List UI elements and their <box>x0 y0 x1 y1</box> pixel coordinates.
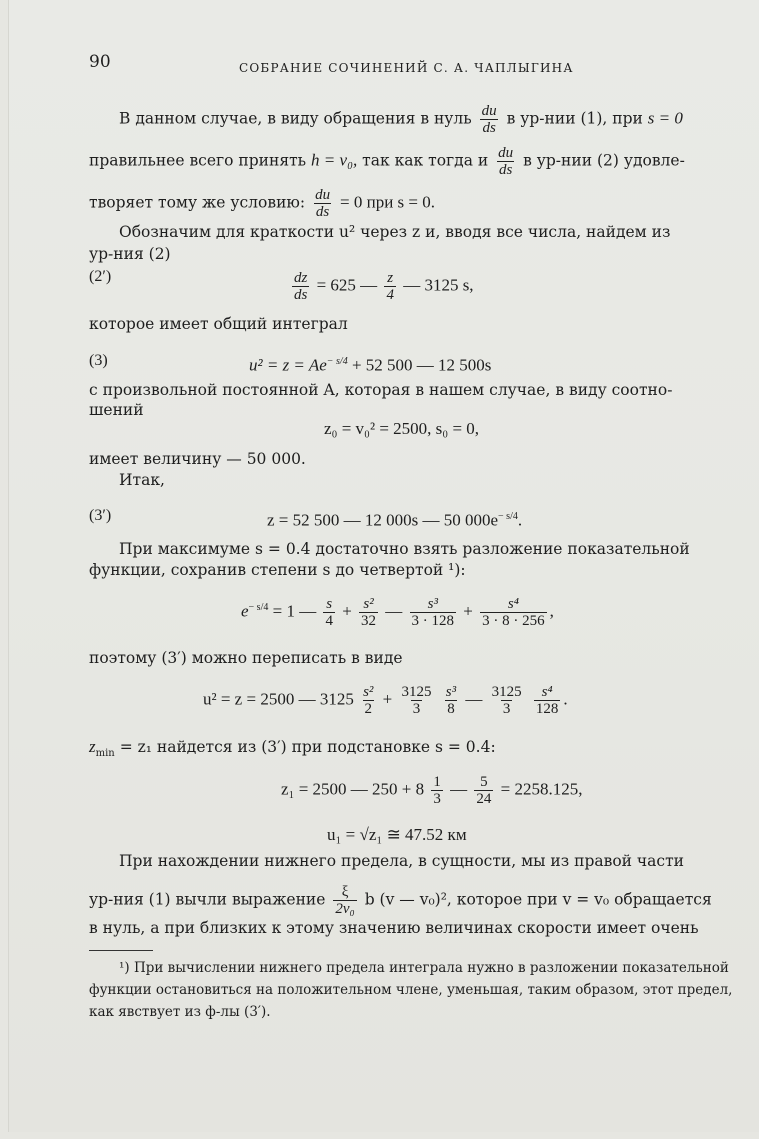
math: s = 0 <box>647 108 683 128</box>
running-title: СОБРАНИЕ СОЧИНЕНИЙ С. А. ЧАПЛЫГИНА <box>239 61 574 75</box>
math: — <box>465 689 483 709</box>
paragraph-9-line-2 <box>89 884 712 917</box>
denominator: 3 <box>502 701 511 717</box>
fraction-z-4 <box>384 270 396 303</box>
math: + 52 500 — 12 500s <box>351 355 492 375</box>
paragraph-9-line-1: При нахождении нижнего предела, в сущности, мы из правой части <box>119 852 685 870</box>
equation-initial-conditions: z₀ = v₀² = 2500, s₀ = 0, <box>324 419 480 438</box>
numerator: du <box>498 145 514 161</box>
denominator: 2 <box>364 701 372 717</box>
equation-tag-3: (3) <box>89 352 108 369</box>
numerator: 1 <box>433 774 441 790</box>
text: творяет тому же условию: <box>89 193 306 212</box>
exponent: − s/4 <box>248 601 269 613</box>
equation-3prime <box>267 507 522 531</box>
numerator: ξ <box>341 884 349 900</box>
footnote-line-1: ¹) При вычислении нижнего предела интеграла нужно в разложении показательной <box>119 960 729 976</box>
math: z = 52 500 — 12 000s — 50 000e <box>267 510 499 530</box>
exponent: − s/4 <box>326 356 348 367</box>
fraction <box>361 684 375 717</box>
paragraph-4-line-2: шений <box>89 401 144 419</box>
numerator: s³ <box>445 684 457 700</box>
fraction <box>474 774 493 807</box>
numerator: s² <box>363 596 374 612</box>
numerator: z <box>387 270 394 286</box>
math: e <box>241 601 249 621</box>
page-number: 90 <box>89 52 111 72</box>
paragraph-2-line-1: Обозначим для краткости u² через z и, вводя все числа, найдем из <box>119 223 671 241</box>
math: + <box>463 601 473 621</box>
math: — 3125 s, <box>403 275 474 295</box>
equation-tag-2prime: (2′) <box>89 268 112 285</box>
equation-2prime <box>289 270 474 303</box>
denominator: 3 · 128 <box>411 613 455 629</box>
denominator: 3 · 8 · 256 <box>482 613 545 629</box>
numerator: 3125 <box>491 684 522 700</box>
math: u² = z = Ae <box>249 355 327 375</box>
math: + <box>382 689 393 709</box>
numerator: s⁴ <box>507 596 519 612</box>
fraction <box>323 596 335 629</box>
math: = 625 — <box>316 275 378 295</box>
equation-tag-3prime: (3′) <box>89 507 112 524</box>
denominator: 4 <box>386 287 394 303</box>
numerator: s³ <box>427 596 438 612</box>
numerator: du <box>315 187 331 203</box>
text: в ур-нии (2) удовле- <box>523 151 685 170</box>
fraction-dz-ds <box>292 270 309 303</box>
footnote-line-2: функции остановиться на положительном члене, уменьшая, таким образом, этот предел, <box>89 982 733 998</box>
paragraph-3: которое имеет общий интеграл <box>89 315 348 333</box>
paragraph-7: поэтому (3′) можно переписать в виде <box>89 649 403 667</box>
denominator: ds <box>482 120 496 136</box>
numerator: s² <box>363 684 374 700</box>
text: ур-ния (1) вычли выражение <box>89 890 326 909</box>
math: — <box>450 779 468 799</box>
math: . <box>563 689 568 709</box>
paragraph-4-line-1: с произвольной постоянной A, которая в нашем случае, в виду соотно- <box>89 381 673 399</box>
equation-exponential-series <box>241 596 554 629</box>
fraction-du-ds <box>480 103 499 136</box>
text: В данном случае, в виду обращения в нуль <box>119 109 472 128</box>
fraction <box>490 684 524 717</box>
fraction <box>480 596 547 629</box>
math: , <box>549 601 554 621</box>
equation-3 <box>249 352 491 376</box>
math: . <box>517 510 523 530</box>
paragraph-1-line-2 <box>89 145 685 178</box>
footnote-divider <box>89 950 153 951</box>
paragraph-5: Итак, <box>119 471 165 489</box>
equation-z1 <box>281 774 583 807</box>
denominator: ds <box>315 204 330 220</box>
exponent: − s/4 <box>498 511 518 522</box>
fraction <box>359 596 378 629</box>
paragraph-6-line-1: При максимуме s = 0.4 достаточно взять разложение показательной <box>119 540 690 558</box>
paragraph-6-line-2: функции, сохранив степени s до четвертой ¹): <box>89 561 466 579</box>
numerator: 5 <box>480 774 488 790</box>
denominator: 24 <box>476 791 492 807</box>
equation-polynomial <box>203 684 568 717</box>
numerator: dz <box>294 270 308 286</box>
math: u² = z = 2500 — 3125 <box>203 689 354 709</box>
math: + <box>342 601 352 621</box>
math: z₁ = 2500 — 250 + 8 <box>281 779 425 799</box>
text: так как тогда и <box>362 151 489 170</box>
denominator: 2v₀ <box>335 901 355 917</box>
text: в ур-нии (1), при <box>506 109 643 128</box>
paragraph-4-line-3: имеет величину — 50 000. <box>89 450 306 468</box>
footnote-line-3: как явствует из ф-лы (3′). <box>89 1004 271 1020</box>
math: h = v₀, <box>311 150 358 170</box>
paragraph-8 <box>89 737 496 764</box>
paragraph-1-line-1 <box>119 103 683 136</box>
fraction <box>444 684 458 717</box>
numerator: s⁴ <box>541 684 553 700</box>
numerator: du <box>481 103 497 119</box>
text: b (v — v₀)², которое при v = v₀ обращается <box>364 890 712 909</box>
book-page <box>8 0 759 1132</box>
paragraph-1-line-3 <box>89 187 435 220</box>
math: — <box>385 601 403 621</box>
denominator: 128 <box>535 701 559 717</box>
fraction <box>534 684 561 717</box>
numerator: 3125 <box>401 684 432 700</box>
fraction <box>410 596 457 629</box>
denominator: 3 <box>412 701 421 717</box>
equation-u1: u₁ = √z₁ ≅ 47.52 км <box>327 825 467 844</box>
fraction <box>400 684 434 717</box>
math: z <box>89 737 96 756</box>
fraction-xi-2v0 <box>333 884 356 917</box>
text: = z₁ найдется из (3′) при подстановке s = 0.4: <box>119 738 496 756</box>
denominator: ds <box>294 287 308 303</box>
fraction <box>431 774 443 807</box>
paragraph-2-line-2: ур-ния (2) <box>89 245 171 263</box>
denominator: 3 <box>433 791 441 807</box>
denominator: 32 <box>361 613 377 629</box>
subscript: min <box>95 748 115 760</box>
paragraph-9-line-3: в нуль, а при близких к этому значению величинах скорости имеет очень <box>89 919 699 937</box>
math: = 1 — <box>272 601 317 621</box>
math: = 2258.125, <box>500 779 583 799</box>
numerator: s <box>326 596 333 612</box>
text: правильнее всего принять <box>89 151 307 170</box>
fraction-du-ds <box>496 145 515 178</box>
denominator: 4 <box>325 613 333 629</box>
math: = 0 при s = 0. <box>340 192 436 212</box>
fraction-du-ds <box>313 187 332 220</box>
denominator: ds <box>498 162 513 178</box>
denominator: 8 <box>447 701 455 717</box>
